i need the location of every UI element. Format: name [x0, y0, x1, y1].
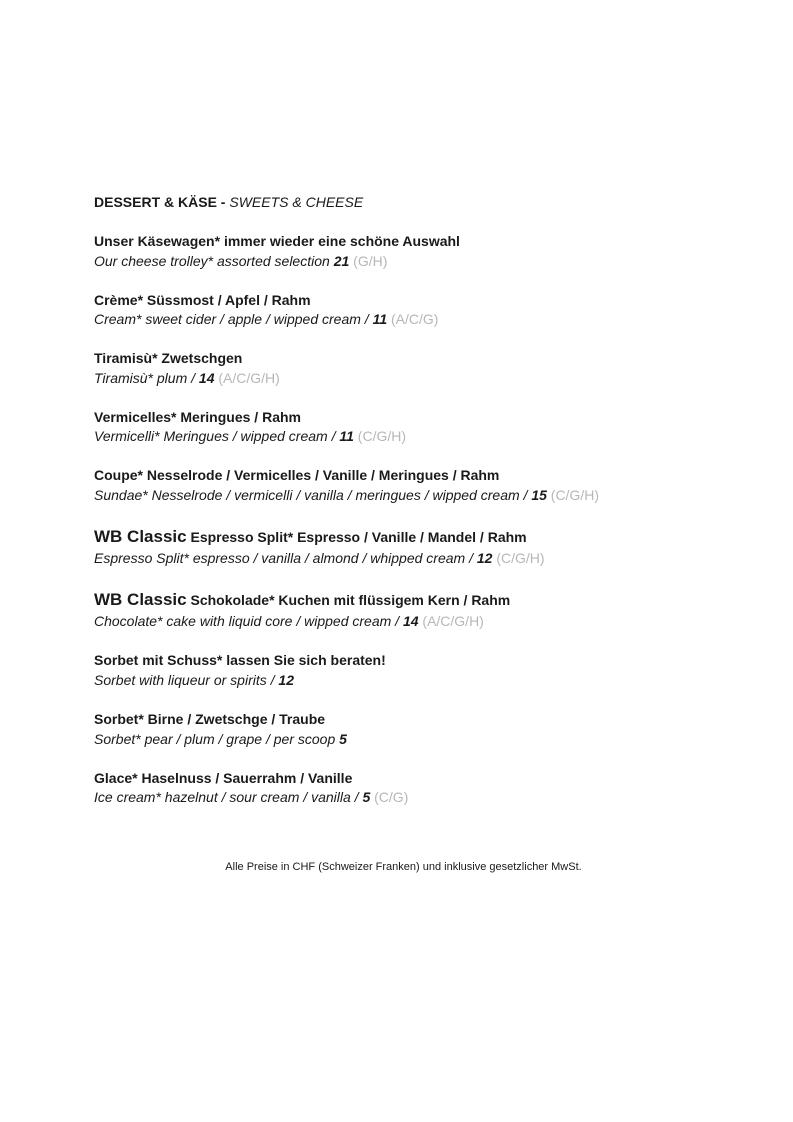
item-description-en [94, 427, 713, 447]
item-name-de: Vermicelles* Meringues / Rahm [94, 408, 301, 425]
allergen-codes: (C/G/H) [496, 549, 545, 566]
item-price: 21 [333, 252, 350, 269]
item-name-de: Sorbet* Birne / Zwetschge / Traube [94, 711, 326, 727]
item-price: 15 [531, 486, 547, 503]
item-price: 14 [198, 369, 215, 386]
allergen-codes: (G/H) [353, 252, 388, 269]
item-price: 11 [372, 311, 388, 327]
item-price: 14 [402, 612, 419, 629]
item-text-en: Ice cream* hazelnut / sour cream / vanilla / [94, 789, 359, 805]
item-price: 5 [339, 730, 347, 747]
item-name-de-text: Schokolade* Kuchen mit flüssigem Kern / Rahm [190, 591, 511, 608]
item-name-de: Sorbet mit Schuss* lassen Sie sich beraten! [94, 652, 386, 668]
item-price: 5 [362, 789, 371, 805]
item-price: 12 [278, 671, 294, 688]
item-text-en: Our cheese trolley* assorted selection [94, 252, 330, 269]
menu-item-schokolade-kuchen [94, 588, 713, 632]
item-text-en: Sorbet with liqueur or spirits / [94, 671, 275, 688]
item-description-en [94, 788, 713, 808]
item-name-de: Unser Käsewagen* immer wieder eine schöne Auswahl [94, 233, 460, 249]
price-vat-note: Alle Preise in CHF (Schweizer Franken) und inklusive gesetzlicher MwSt. [225, 860, 582, 873]
item-text-en: Cream* sweet cider / apple / wipped cream / [94, 311, 369, 327]
menu-item-espresso-split [94, 525, 713, 569]
menu-item-tiramisu [94, 349, 713, 388]
item-description-en [94, 612, 713, 632]
menu-item-sorbet-schuss [94, 651, 713, 690]
menu-item-creme-suessmost [94, 291, 713, 330]
item-text-en: Tiramisù* plum / [94, 369, 196, 386]
menu-item-cheese-trolley [94, 232, 713, 271]
item-text-en: Chocolate* cake with liquid core / wipped cream / [94, 612, 400, 629]
allergen-codes: (C/G/H) [550, 486, 599, 503]
allergen-codes: (A/C/G/H) [218, 369, 280, 386]
item-name-de [94, 525, 713, 549]
section-title-german: DESSERT & KÄSE - [94, 194, 226, 210]
section-title-english: SWEETS & CHEESE [229, 194, 364, 210]
item-name-de: Glace* Haselnuss / Sauerrahm / Vanille [94, 769, 353, 786]
item-text-en: Espresso Split* espresso / vanilla / almond / whipped cream / [94, 549, 473, 566]
menu-item-glace [94, 769, 713, 808]
item-text-en: Sorbet* pear / plum / grape / per scoop [94, 730, 336, 747]
wb-classic-badge: WB Classic [94, 589, 187, 609]
item-description-en [94, 549, 713, 569]
item-description-en [94, 310, 713, 330]
item-text-en: Vermicelli* Meringues / wipped cream / [94, 428, 336, 444]
item-name-de [94, 588, 713, 612]
item-name-de: Coupe* Nesselrode / Vermicelles / Vanille / Meringues / Rahm [94, 467, 500, 483]
item-text-en: Sundae* Nesselrode / vermicelli / vanilla / meringues / wipped cream / [94, 486, 528, 503]
menu-item-coupe-nesselrode [94, 466, 713, 505]
allergen-codes: (C/G/H) [357, 428, 407, 444]
item-name-de-text: Espresso Split* Espresso / Vanille / Mandel / Rahm [190, 528, 527, 545]
item-name-de: Tiramisù* Zwetschgen [94, 350, 243, 366]
allergen-codes: (A/C/G/H) [422, 612, 484, 629]
item-description-en [94, 730, 713, 750]
menu-item-vermicelles [94, 408, 713, 447]
allergen-codes: (A/C/G) [391, 311, 439, 327]
item-price: 11 [339, 428, 354, 444]
allergen-codes: (C/G) [374, 789, 409, 805]
menu-item-sorbet-fruits [94, 710, 713, 749]
menu-section-title [94, 192, 713, 212]
item-price: 12 [476, 549, 493, 566]
item-name-de: Crème* Süssmost / Apfel / Rahm [94, 291, 311, 308]
wb-classic-badge: WB Classic [94, 526, 187, 546]
item-description-en [94, 252, 713, 272]
item-description-en [94, 369, 713, 389]
item-description-en [94, 671, 713, 691]
item-description-en [94, 486, 713, 506]
